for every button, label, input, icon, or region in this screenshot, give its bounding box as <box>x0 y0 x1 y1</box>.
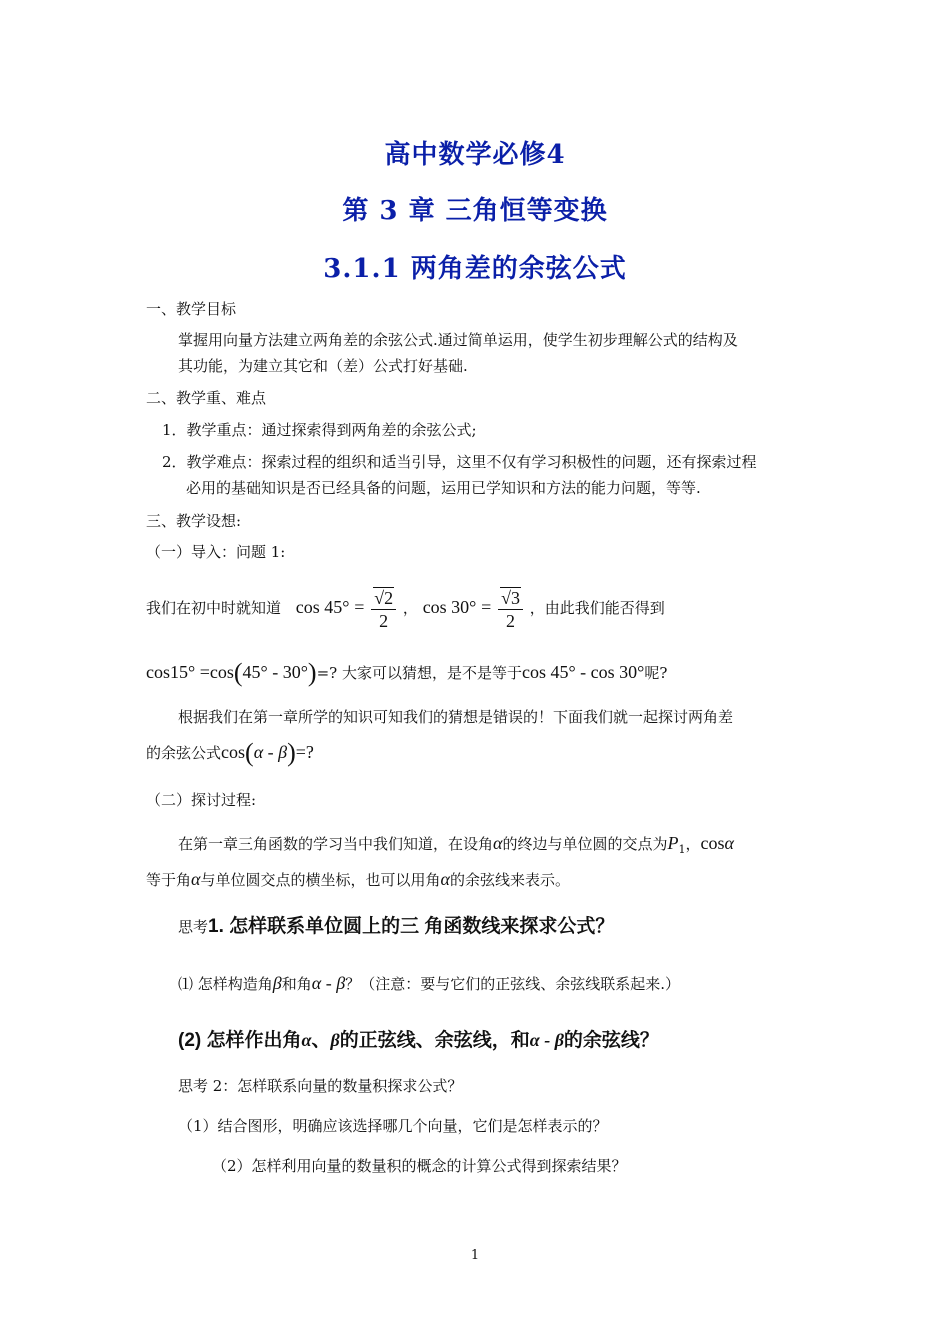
alpha-minus-beta: α - β <box>253 742 288 762</box>
question-tail: =? 大家可以猜想，是不是等于 <box>316 664 522 682</box>
alpha-minus-beta-2: α - β <box>311 973 346 993</box>
s3-para1: 根据我们在第一章所学的知识可知我们的猜想是错误的！下面我们就一起探讨两角差 <box>178 708 734 726</box>
diff-expr: cos 45° - cos 30° <box>521 662 645 682</box>
q2-text-c: 的正弦线、余弦线，和 <box>339 1030 530 1051</box>
sqrt3: √3 <box>501 587 520 608</box>
fraction-denominator-2: 2 <box>506 610 516 631</box>
intro-formula-line <box>146 583 665 635</box>
q1-text-a: ⑴ 怎样构造角 <box>178 975 273 993</box>
point-P: P <box>667 833 679 853</box>
equals-sign-2: = <box>481 597 492 617</box>
fraction-numerator-2 <box>498 587 523 610</box>
sqrt2: √2 <box>374 587 394 608</box>
q1-text-b: 和角 <box>281 975 312 993</box>
s1-text-line1: 掌握用向量方法建立两角差的余弦公式.通过简单运用，使学生初步理解公式的结构及 <box>178 331 738 349</box>
think2-q2: （2）怎样利用向量的数量积的概念的计算公式得到探索结果？ <box>212 1157 627 1175</box>
think2-line: 思考 2：怎样联系向量的数量积探求公式？ <box>178 1077 463 1095</box>
cos-fn: cos <box>221 742 246 762</box>
think1-line <box>178 912 614 942</box>
inner-expr: 45° - 30° <box>242 662 308 682</box>
fraction-denominator: 2 <box>379 610 389 631</box>
section1-heading: 一、教学目标 <box>146 300 237 318</box>
s3-para2 <box>146 738 314 767</box>
cos45-expr: cos 45° <box>295 597 350 617</box>
left-paren-2: ( <box>245 738 254 767</box>
think1-prefix: 思考 <box>178 918 209 936</box>
intro-text-b: ，由此我们能否得到 <box>529 599 665 617</box>
right-paren-2: ) <box>287 738 296 767</box>
para3-text-b: 的终边与单位圆的交点为 <box>502 835 668 853</box>
s3-sub1: （一）导入：问题 1: <box>146 543 286 561</box>
s1-text-line2: 其功能，为建立其它和（差）公式打好基础. <box>178 357 468 375</box>
subscript-1: 1 <box>678 843 686 856</box>
q2-line <box>178 1025 659 1056</box>
fraction-sqrt3-over-2 <box>498 587 523 632</box>
section3-heading: 三、教学设想: <box>146 512 242 530</box>
q2-text-a: (2) 怎样作出角 <box>178 1030 302 1051</box>
para4-text-c: 的余弦线来表示。 <box>449 871 570 889</box>
para4-text-b: 与单位圆交点的横坐标，也可以用角 <box>200 871 441 889</box>
s2-item2-line2: 必用的基础知识是否已经具备的问题，运用已学知识和方法的能力问题，等等. <box>186 479 701 497</box>
alpha-symbol-2: α <box>724 833 734 853</box>
fraction-numerator <box>371 587 396 610</box>
q1-line <box>178 970 680 997</box>
fraction-sqrt2-over-2 <box>371 587 396 632</box>
question-end: 呢? <box>644 664 668 682</box>
para2-text: 的余弦公式 <box>146 744 222 762</box>
alpha-symbol-5: α <box>301 1030 312 1050</box>
section-title: 3.1.1 两角差的余弦公式 <box>323 254 627 284</box>
cos-alpha-fn: cos <box>700 833 725 853</box>
para3-text-a: 在第一章三角函数的学习当中我们知道，在设角 <box>178 835 494 853</box>
chapter-title: 第 3 章 三角恒等变换 <box>342 196 608 226</box>
q2-text-d: 的余弦线？ <box>563 1030 659 1051</box>
alpha-minus-beta-3: α - β <box>529 1030 564 1050</box>
para4-text-a: 等于角 <box>146 871 192 889</box>
think1-question: 1. 怎样联系单位圆上的三 角函数线来探求公式？ <box>208 916 615 937</box>
comma: ， <box>402 599 418 617</box>
intro-text-a: 我们在初中时就知道 <box>146 599 282 617</box>
book-title: 高中数学必修4 <box>384 140 566 170</box>
beta-symbol: β <box>272 973 282 993</box>
cos15-question-line <box>146 658 667 687</box>
s3-para4 <box>146 866 570 893</box>
think2-q1: （1）结合图形，明确应该选择哪几个向量，它们是怎样表示的？ <box>178 1117 608 1135</box>
s3-para3 <box>178 830 734 863</box>
s2-item2-line1: 2．教学难点：探索过程的组织和适当引导，这里不仅有学习积极性的问题，还有探索过程 <box>162 453 757 471</box>
alpha-symbol: α <box>493 833 503 853</box>
right-paren: ) <box>307 658 317 687</box>
s3-sub2: （二）探讨过程: <box>146 791 257 809</box>
q1-text-c: ？（注意：要与它们的正弦线、余弦线联系起来.） <box>345 975 680 993</box>
alpha-symbol-4: α <box>440 869 450 889</box>
section2-heading: 二、教学重、难点 <box>146 389 267 407</box>
equals-question: =? <box>295 742 314 762</box>
s2-item1: 1．教学重点：通过探索得到两角差的余弦公式; <box>162 421 477 439</box>
para3-comma: ， <box>685 835 701 853</box>
page-number: 1 <box>470 1248 480 1263</box>
q2-separator: 、 <box>311 1030 331 1051</box>
cos15-expr: cos15° =cos <box>146 662 234 682</box>
cos30-expr: cos 30° <box>422 597 477 617</box>
equals-sign: = <box>354 597 365 617</box>
alpha-symbol-3: α <box>191 869 201 889</box>
left-paren: ( <box>233 658 243 687</box>
beta-symbol-2: β <box>330 1030 340 1050</box>
